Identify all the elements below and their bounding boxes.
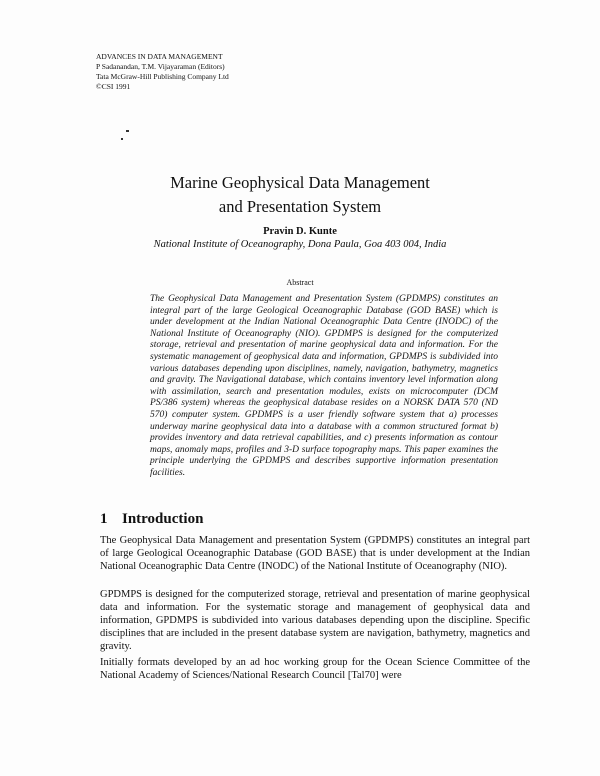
series-title: ADVANCES IN DATA MANAGEMENT — [96, 52, 223, 61]
section-heading — [100, 511, 203, 528]
body-paragraph: GPDMPS is designed for the computerized storage, retrieval and presentation of marine geophysical data and information. For the systematic storage and management of geophysical data and information, GPDMPS is subdivided into various databases depending upon the discipline. Specific disciplines that are included in the present database system are navigation, bathymetry, magnetics and gravity. — [100, 589, 530, 652]
abstract-heading: Abstract — [286, 278, 314, 287]
series-publisher: Tata McGraw-Hill Publishing Company Ltd — [96, 72, 229, 81]
abstract-text: The Geophysical Data Management and Presentation System (GPDMPS) constitutes an integral part of the large Geological Oceanographic Database (GOD BASE) which is under development at the Indian National Oceanographic Data Centre (INODC) of the National Institute of Oceanography (NIO). GPDMPS is designed for the computerized storage, retrieval and presentation of marine geophysical data and information. For the systematic management of geophysical data and information, GPDMPS is subdivided into various databases depending upon disciplines, namely, navigation, bathymetry, magnetics and gravity. The Navigational database, which contains inventory level information along with assimilation, search and presentation modules, exists on microcomputer (DCM PS/386 system) whereas the geophysical database resides on a NORSK DATA 570 (ND 570) computer system. GPDMPS is a user friendly software system that a) processes underway marine geophysical data into a database with a common structured format b) provides inventory and data retrieval capabilities, and c) presents information as contour maps, anomaly maps, profiles and 3-D surface topography maps. This paper examines the principle underlying the GPDMPS and describes supportive information presentation facilities. — [150, 294, 498, 478]
body-paragraph: Initially formats developed by an ad hoc working group for the Ocean Science Committee of the National Academy of Sciences/National Research Council [Tal70] were — [100, 657, 530, 681]
scan-speck — [121, 138, 123, 140]
section-number: 1 — [100, 511, 108, 527]
series-editors: P Sadanandan, T.M. Vijayaraman (Editors) — [96, 62, 225, 71]
paper-title-line-1: Marine Geophysical Data Management — [170, 173, 430, 192]
scan-speck — [126, 130, 129, 132]
paper-title-line-2: and Presentation System — [218, 197, 382, 216]
section-title: Introduction — [122, 511, 204, 527]
body-paragraph: The Geophysical Data Management and presentation System (GPDMPS) constitutes an integral part of large Geological Oceanographic Database (GOD BASE) that is under development at the Indian National Oceanographic Data Centre (INODC) of the National Institute of Oceanography (NIO). — [100, 535, 530, 572]
series-information — [96, 52, 229, 92]
author-affiliation: National Institute of Oceanography, Dona Paula, Goa 403 004, India — [153, 239, 447, 250]
series-copyright: ©CSI 1991 — [96, 82, 131, 91]
author-name: Pravin D. Kunte — [263, 226, 337, 237]
